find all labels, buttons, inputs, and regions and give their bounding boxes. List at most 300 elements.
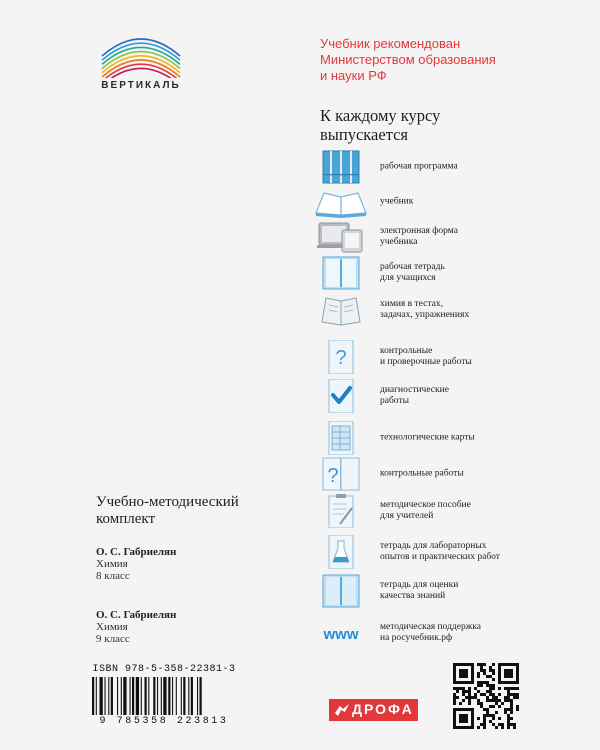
qr-module — [495, 699, 498, 702]
qr-module — [510, 687, 513, 690]
qr-module — [489, 705, 492, 708]
qr-module — [516, 696, 519, 699]
list-item-label: технологические карты — [380, 432, 475, 443]
qr-module — [483, 672, 486, 675]
qr-module — [453, 687, 456, 690]
barcode-bar — [153, 677, 155, 715]
qr-module — [465, 726, 468, 729]
qr-module — [510, 669, 513, 672]
qr-module — [486, 696, 489, 699]
barcode-bar — [132, 677, 134, 715]
qr-module — [480, 666, 483, 669]
barcode-bar — [96, 677, 97, 715]
qr-module — [471, 666, 474, 669]
qr-module — [477, 690, 480, 693]
bird-icon — [334, 703, 350, 717]
qr-module — [462, 669, 465, 672]
qr-module — [477, 675, 480, 678]
qr-module — [510, 675, 513, 678]
qr-module — [462, 672, 465, 675]
isbn-text: ISBN 978-5-358-22381-3 — [92, 664, 236, 675]
qr-module — [495, 702, 498, 705]
qr-module — [459, 726, 462, 729]
qr-module — [492, 684, 495, 687]
recommendation-line: Учебник рекомендован — [320, 36, 461, 51]
list-item-label: контрольные работы — [380, 468, 464, 479]
qr-module — [465, 672, 468, 675]
qr-module — [462, 687, 465, 690]
qr-module — [453, 726, 456, 729]
qr-module — [498, 669, 501, 672]
qr-module — [492, 699, 495, 702]
list-item-label: методическая поддержка на росучебник.рф — [380, 622, 481, 643]
qr-module — [468, 699, 471, 702]
book-author: О. С. Габриелян — [96, 609, 177, 621]
list-item-label: методическое пособие для учителей — [380, 500, 471, 521]
qr-module — [507, 723, 510, 726]
qr-module — [486, 690, 489, 693]
qr-module — [459, 717, 462, 720]
qr-module — [477, 663, 480, 666]
qr-module — [456, 708, 459, 711]
course-heading-line: К каждому курсу — [320, 106, 441, 125]
qr-module — [483, 726, 486, 729]
qr-module — [465, 720, 468, 723]
svg-text:?: ? — [335, 347, 347, 369]
qr-module — [480, 663, 483, 666]
qr-module — [462, 693, 465, 696]
list-item — [314, 379, 594, 413]
barcode-bar — [191, 677, 193, 715]
qr-module — [489, 687, 492, 690]
qr-module — [504, 711, 507, 714]
barcode-bar — [172, 677, 173, 715]
qr-module — [456, 681, 459, 684]
qr-module — [465, 717, 468, 720]
recommendation-line: и науки РФ — [320, 68, 387, 83]
program-binder-icon — [314, 150, 368, 184]
list-item-label: тетрадь для лабораторных опытов и практических работ — [380, 541, 500, 562]
qr-module — [489, 720, 492, 723]
qr-module — [477, 726, 480, 729]
logo-wordmark: ВЕРТИКАЛЬ — [101, 80, 181, 91]
qr-module — [468, 663, 471, 666]
qr-module — [471, 675, 474, 678]
qr-module — [492, 687, 495, 690]
qr-module — [510, 723, 513, 726]
qr-module — [483, 693, 486, 696]
qr-module — [468, 696, 471, 699]
qr-module — [471, 678, 474, 681]
barcode-bar — [117, 677, 118, 715]
book-entry — [96, 546, 296, 582]
barcode-bar — [136, 677, 139, 715]
qr-module — [489, 666, 492, 669]
qr-module — [495, 711, 498, 714]
qr-module — [459, 720, 462, 723]
qr-module — [480, 702, 483, 705]
qr-module — [483, 708, 486, 711]
qr-module — [474, 696, 477, 699]
qr-module — [507, 714, 510, 717]
qr-module — [471, 681, 474, 684]
question-sheet-icon — [314, 340, 368, 374]
list-item — [314, 293, 594, 327]
qr-module — [471, 696, 474, 699]
qr-module — [471, 717, 474, 720]
barcode-bar — [197, 677, 198, 715]
recommendation-line: Министерством образования — [320, 52, 496, 67]
qr-module — [507, 675, 510, 678]
barcode-bar — [123, 677, 126, 715]
course-heading — [320, 106, 580, 144]
qr-module — [516, 669, 519, 672]
qr-module — [456, 690, 459, 693]
qr-module — [486, 684, 489, 687]
qr-module — [492, 717, 495, 720]
qr-module — [516, 663, 519, 666]
list-item — [314, 256, 594, 290]
qr-module — [453, 678, 456, 681]
qr-module — [492, 705, 495, 708]
vertikal-logo — [96, 34, 186, 91]
qr-module — [489, 675, 492, 678]
qr-module — [462, 690, 465, 693]
qr-module — [462, 717, 465, 720]
qr-module — [498, 678, 501, 681]
qr-module — [474, 693, 477, 696]
qr-module — [489, 693, 492, 696]
qr-module — [504, 663, 507, 666]
open-book-icon — [314, 185, 368, 219]
book-subject: Химия — [96, 621, 128, 633]
qr-module — [510, 672, 513, 675]
barcode-bar — [121, 677, 122, 715]
qr-module — [492, 663, 495, 666]
isbn-barcode — [88, 664, 240, 726]
qr-module — [498, 723, 501, 726]
list-item — [314, 535, 594, 569]
list-item — [314, 421, 594, 455]
barcode-bar — [157, 677, 158, 715]
qr-module — [471, 669, 474, 672]
qr-module — [513, 723, 516, 726]
book-grade: 8 класс — [96, 570, 130, 582]
qr-module — [516, 693, 519, 696]
qr-module — [513, 687, 516, 690]
barcode-bar — [145, 677, 147, 715]
list-item-label: рабочая тетрадь для учащихся — [380, 262, 445, 283]
qr-module — [480, 723, 483, 726]
list-item-label: контрольные и проверочные работы — [380, 346, 472, 367]
qr-module — [498, 666, 501, 669]
qr-module — [510, 681, 513, 684]
qr-module — [453, 693, 456, 696]
qr-module — [468, 681, 471, 684]
qr-module — [462, 681, 465, 684]
qr-module — [480, 705, 483, 708]
qr-module — [471, 723, 474, 726]
qr-module — [456, 726, 459, 729]
qr-module — [516, 672, 519, 675]
barcode-bar — [148, 677, 149, 715]
svg-text:?: ? — [327, 465, 339, 487]
qr-module — [516, 708, 519, 711]
qr-module — [480, 681, 483, 684]
qr-module — [483, 663, 486, 666]
qr-module — [477, 702, 480, 705]
workbook-icon — [314, 256, 368, 290]
qr-module — [507, 672, 510, 675]
qr-module — [483, 669, 486, 672]
qr-module — [465, 681, 468, 684]
qr-module — [462, 720, 465, 723]
qr-module — [501, 681, 504, 684]
qr-module — [510, 717, 513, 720]
qr-module — [510, 693, 513, 696]
qr-module — [504, 672, 507, 675]
book-subject: Химия — [96, 558, 128, 570]
qr-module — [504, 708, 507, 711]
qr-module — [513, 693, 516, 696]
qr-module — [453, 708, 456, 711]
qr-module — [453, 675, 456, 678]
qr-module — [516, 666, 519, 669]
qr-module — [468, 702, 471, 705]
qr-module — [465, 663, 468, 666]
list-item-label: диагностические работы — [380, 385, 449, 406]
qr-module — [507, 690, 510, 693]
qr-module — [462, 708, 465, 711]
book-grade: 9 класс — [96, 633, 130, 645]
qr-module — [516, 687, 519, 690]
qr-module — [474, 687, 477, 690]
qr-module — [483, 720, 486, 723]
qr-module — [504, 687, 507, 690]
qr-module — [468, 693, 471, 696]
qr-module — [483, 717, 486, 720]
qr-module — [453, 699, 456, 702]
qr-module — [471, 672, 474, 675]
qr-module — [453, 672, 456, 675]
barcode-bar — [130, 677, 131, 715]
qr-module — [468, 726, 471, 729]
clipboard-pen-icon — [314, 494, 368, 528]
flask-sheet-icon — [314, 535, 368, 569]
qr-module — [453, 717, 456, 720]
qr-module — [453, 702, 456, 705]
qr-module — [486, 681, 489, 684]
qr-module — [453, 720, 456, 723]
question-booklet-icon — [314, 457, 368, 491]
qr-module — [483, 723, 486, 726]
qr-module — [486, 675, 489, 678]
open-book-icon — [314, 293, 368, 327]
qr-module — [513, 681, 516, 684]
qr-module — [489, 714, 492, 717]
qr-code-icon — [453, 663, 519, 729]
table-sheet-icon — [314, 421, 368, 455]
qr-module — [486, 711, 489, 714]
qr-module — [462, 699, 465, 702]
qr-module — [462, 675, 465, 678]
barcode-bar — [176, 677, 177, 715]
qr-module — [510, 708, 513, 711]
qr-module — [453, 669, 456, 672]
list-item — [314, 220, 594, 254]
qr-module — [510, 711, 513, 714]
course-heading-line: выпускается — [320, 125, 409, 144]
rainbow-arcs-icon — [96, 34, 186, 78]
qr-module — [471, 711, 474, 714]
qr-module — [471, 720, 474, 723]
qr-module — [510, 663, 513, 666]
list-item-label: электронная форма учебника — [380, 226, 458, 247]
barcode-bar — [200, 677, 202, 715]
qr-module — [483, 714, 486, 717]
qr-module — [477, 681, 480, 684]
qr-module — [459, 663, 462, 666]
qr-module — [483, 681, 486, 684]
qr-module — [507, 669, 510, 672]
barcode-bar — [100, 677, 103, 715]
qr-module — [516, 675, 519, 678]
qr-module — [459, 672, 462, 675]
qr-module — [453, 696, 456, 699]
recommendation-text — [320, 36, 580, 84]
qr-module — [459, 708, 462, 711]
qr-module — [462, 663, 465, 666]
qr-module — [453, 714, 456, 717]
qr-module — [510, 699, 513, 702]
list-item — [314, 574, 594, 608]
qr-module — [498, 687, 501, 690]
qr-module — [504, 669, 507, 672]
qr-module — [504, 681, 507, 684]
qr-module — [504, 675, 507, 678]
qr-module — [516, 705, 519, 708]
qr-module — [507, 687, 510, 690]
list-item-label: учебник — [380, 196, 414, 207]
barcode-bar — [163, 677, 166, 715]
qr-module — [462, 714, 465, 717]
qr-module — [468, 708, 471, 711]
qr-module — [498, 717, 501, 720]
qr-module — [501, 702, 504, 705]
qr-module — [498, 681, 501, 684]
qr-module — [477, 684, 480, 687]
list-item — [314, 457, 594, 491]
qr-module — [480, 693, 483, 696]
list-item — [314, 616, 594, 650]
list-item-label: химия в тестах, задачах, упражнениях — [380, 299, 470, 320]
devices-icon — [314, 220, 368, 254]
qr-module — [456, 687, 459, 690]
qr-module — [513, 726, 516, 729]
qr-module — [453, 723, 456, 726]
qr-module — [492, 693, 495, 696]
qr-module — [507, 717, 510, 720]
qr-module — [477, 699, 480, 702]
qr-module — [507, 726, 510, 729]
qr-module — [459, 714, 462, 717]
qr-module — [471, 714, 474, 717]
qr-module — [486, 699, 489, 702]
barcode-bar — [108, 677, 109, 715]
qr-module — [498, 693, 501, 696]
qr-module — [495, 696, 498, 699]
qr-module — [510, 702, 513, 705]
qr-module — [465, 675, 468, 678]
kit-title: Учебно-методический комплект — [96, 494, 239, 527]
qr-module — [498, 663, 501, 666]
qr-module — [453, 663, 456, 666]
qr-module — [489, 669, 492, 672]
qr-module — [492, 696, 495, 699]
qr-module — [471, 726, 474, 729]
qr-module — [471, 708, 474, 711]
list-item-label: тетрадь для оценки качества знаний — [380, 580, 459, 601]
qr-module — [459, 687, 462, 690]
qr-module — [465, 690, 468, 693]
qr-module — [498, 699, 501, 702]
qr-module — [465, 714, 468, 717]
qr-module — [465, 669, 468, 672]
qr-module — [495, 726, 498, 729]
qr-module — [456, 696, 459, 699]
qr-module — [492, 714, 495, 717]
qr-module — [507, 708, 510, 711]
barcode-bar — [161, 677, 162, 715]
svg-text:www: www — [323, 626, 359, 643]
list-item — [314, 494, 594, 528]
qr-module — [462, 726, 465, 729]
list-item — [314, 185, 594, 219]
qr-module — [501, 726, 504, 729]
barcode-bar — [181, 677, 182, 715]
qr-module — [453, 711, 456, 714]
barcode-bar — [188, 677, 189, 715]
qr-module — [456, 663, 459, 666]
qr-module — [453, 666, 456, 669]
qr-module — [507, 720, 510, 723]
qr-module — [477, 717, 480, 720]
qr-module — [498, 675, 501, 678]
qr-module — [516, 678, 519, 681]
www-icon — [314, 616, 368, 650]
qr-module — [504, 699, 507, 702]
qr-module — [459, 702, 462, 705]
publisher-logo — [329, 699, 418, 721]
qr-module — [492, 672, 495, 675]
barcode-bar — [111, 677, 113, 715]
qr-module — [465, 708, 468, 711]
qr-module — [516, 681, 519, 684]
qr-module — [507, 663, 510, 666]
qr-module — [513, 696, 516, 699]
qr-module — [513, 663, 516, 666]
list-item — [314, 340, 594, 374]
qr-module — [471, 663, 474, 666]
qr-module — [468, 687, 471, 690]
list-item — [314, 150, 594, 184]
qr-module — [501, 663, 504, 666]
qr-module — [501, 723, 504, 726]
qr-module — [504, 696, 507, 699]
qr-module — [480, 684, 483, 687]
qr-module — [498, 672, 501, 675]
qr-module — [492, 723, 495, 726]
